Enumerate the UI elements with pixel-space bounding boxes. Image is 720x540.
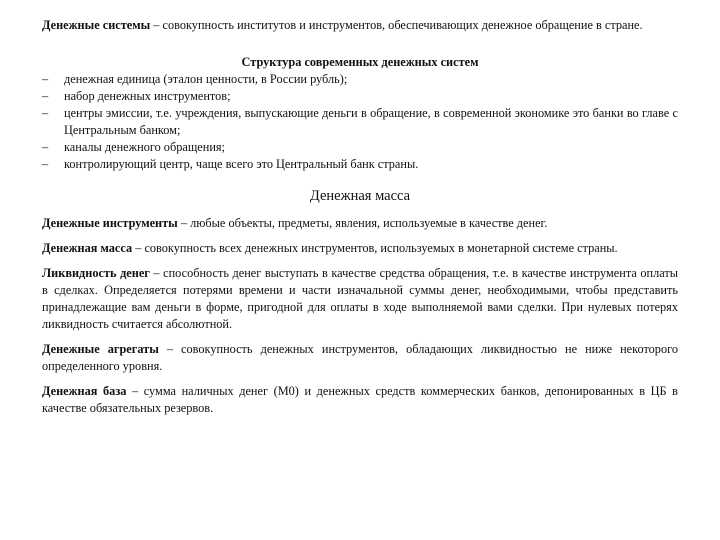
definition-liquidity [42,265,678,333]
intro-term: Денежные системы [42,18,151,32]
definition-text: – совокупность денежных инструментов, обладающих ликвидностью не ниже некоторого определенного уровня. [42,342,678,373]
intro-text: – совокупность институтов и инструментов, обеспечивающих денежное обращение в стране. [150,18,643,32]
list-item: – каналы денежного обращения; [42,140,225,154]
definition-text: – сумма наличных денег (М0) и денежных средств коммерческих банков, депонированных в ЦБ в качестве обязательных резервов. [42,384,678,415]
definition-term: Денежная масса [42,241,133,255]
dash-bullet: – [42,72,49,86]
dash-bullet: – [42,106,49,120]
definition-term: Денежные агрегаты [42,342,159,356]
dash-bullet: – [42,89,49,103]
definition-term: Денежная база [42,384,127,398]
dash-bullet: – [42,140,49,154]
definition-text: – способность денег выступать в качестве средства обращения, т.е. в качестве инструмента оплаты в сделках. Определяется потерями времени и части изначальной суммы денег, необходимыми, чтобы представить принадлежащие вам деньги в форме, пригодной для оплаты в ходе выполняемой вами сделки. При нулевых потерях ликвидность считается абсолютной. [42,266,678,331]
list-item: – контролирующий центр, чаще всего это Центральный банк страны. [42,157,419,171]
list-item: – центры эмиссии, т.е. учреждения, выпускающие деньги в обращение, в современной экономике это банки во главе с Центральным банком; [42,106,678,137]
definition-text: – любые объекты, предметы, явления, используемые в качестве денег. [177,216,548,230]
dash-bullet: – [42,157,49,171]
definition-term: Денежные инструменты [42,216,178,230]
structure-list [42,71,678,173]
definition-money-instruments [42,215,678,232]
money-mass-title: Денежная масса [309,188,411,204]
structure-title: Структура современных денежных систем [241,55,479,69]
list-item: – денежная единица (эталон ценности, в России рубль); [42,72,348,86]
definition-text: – совокупность всех денежных инструментов, используемых в монетарной системе страны. [132,241,618,255]
definition-money-mass [42,240,678,257]
list-item: – набор денежных инструментов; [42,89,231,103]
intro-paragraph [42,17,678,34]
definition-term: Ликвидность денег [42,266,150,280]
definition-money-base [42,383,678,417]
definition-aggregates [42,341,678,375]
